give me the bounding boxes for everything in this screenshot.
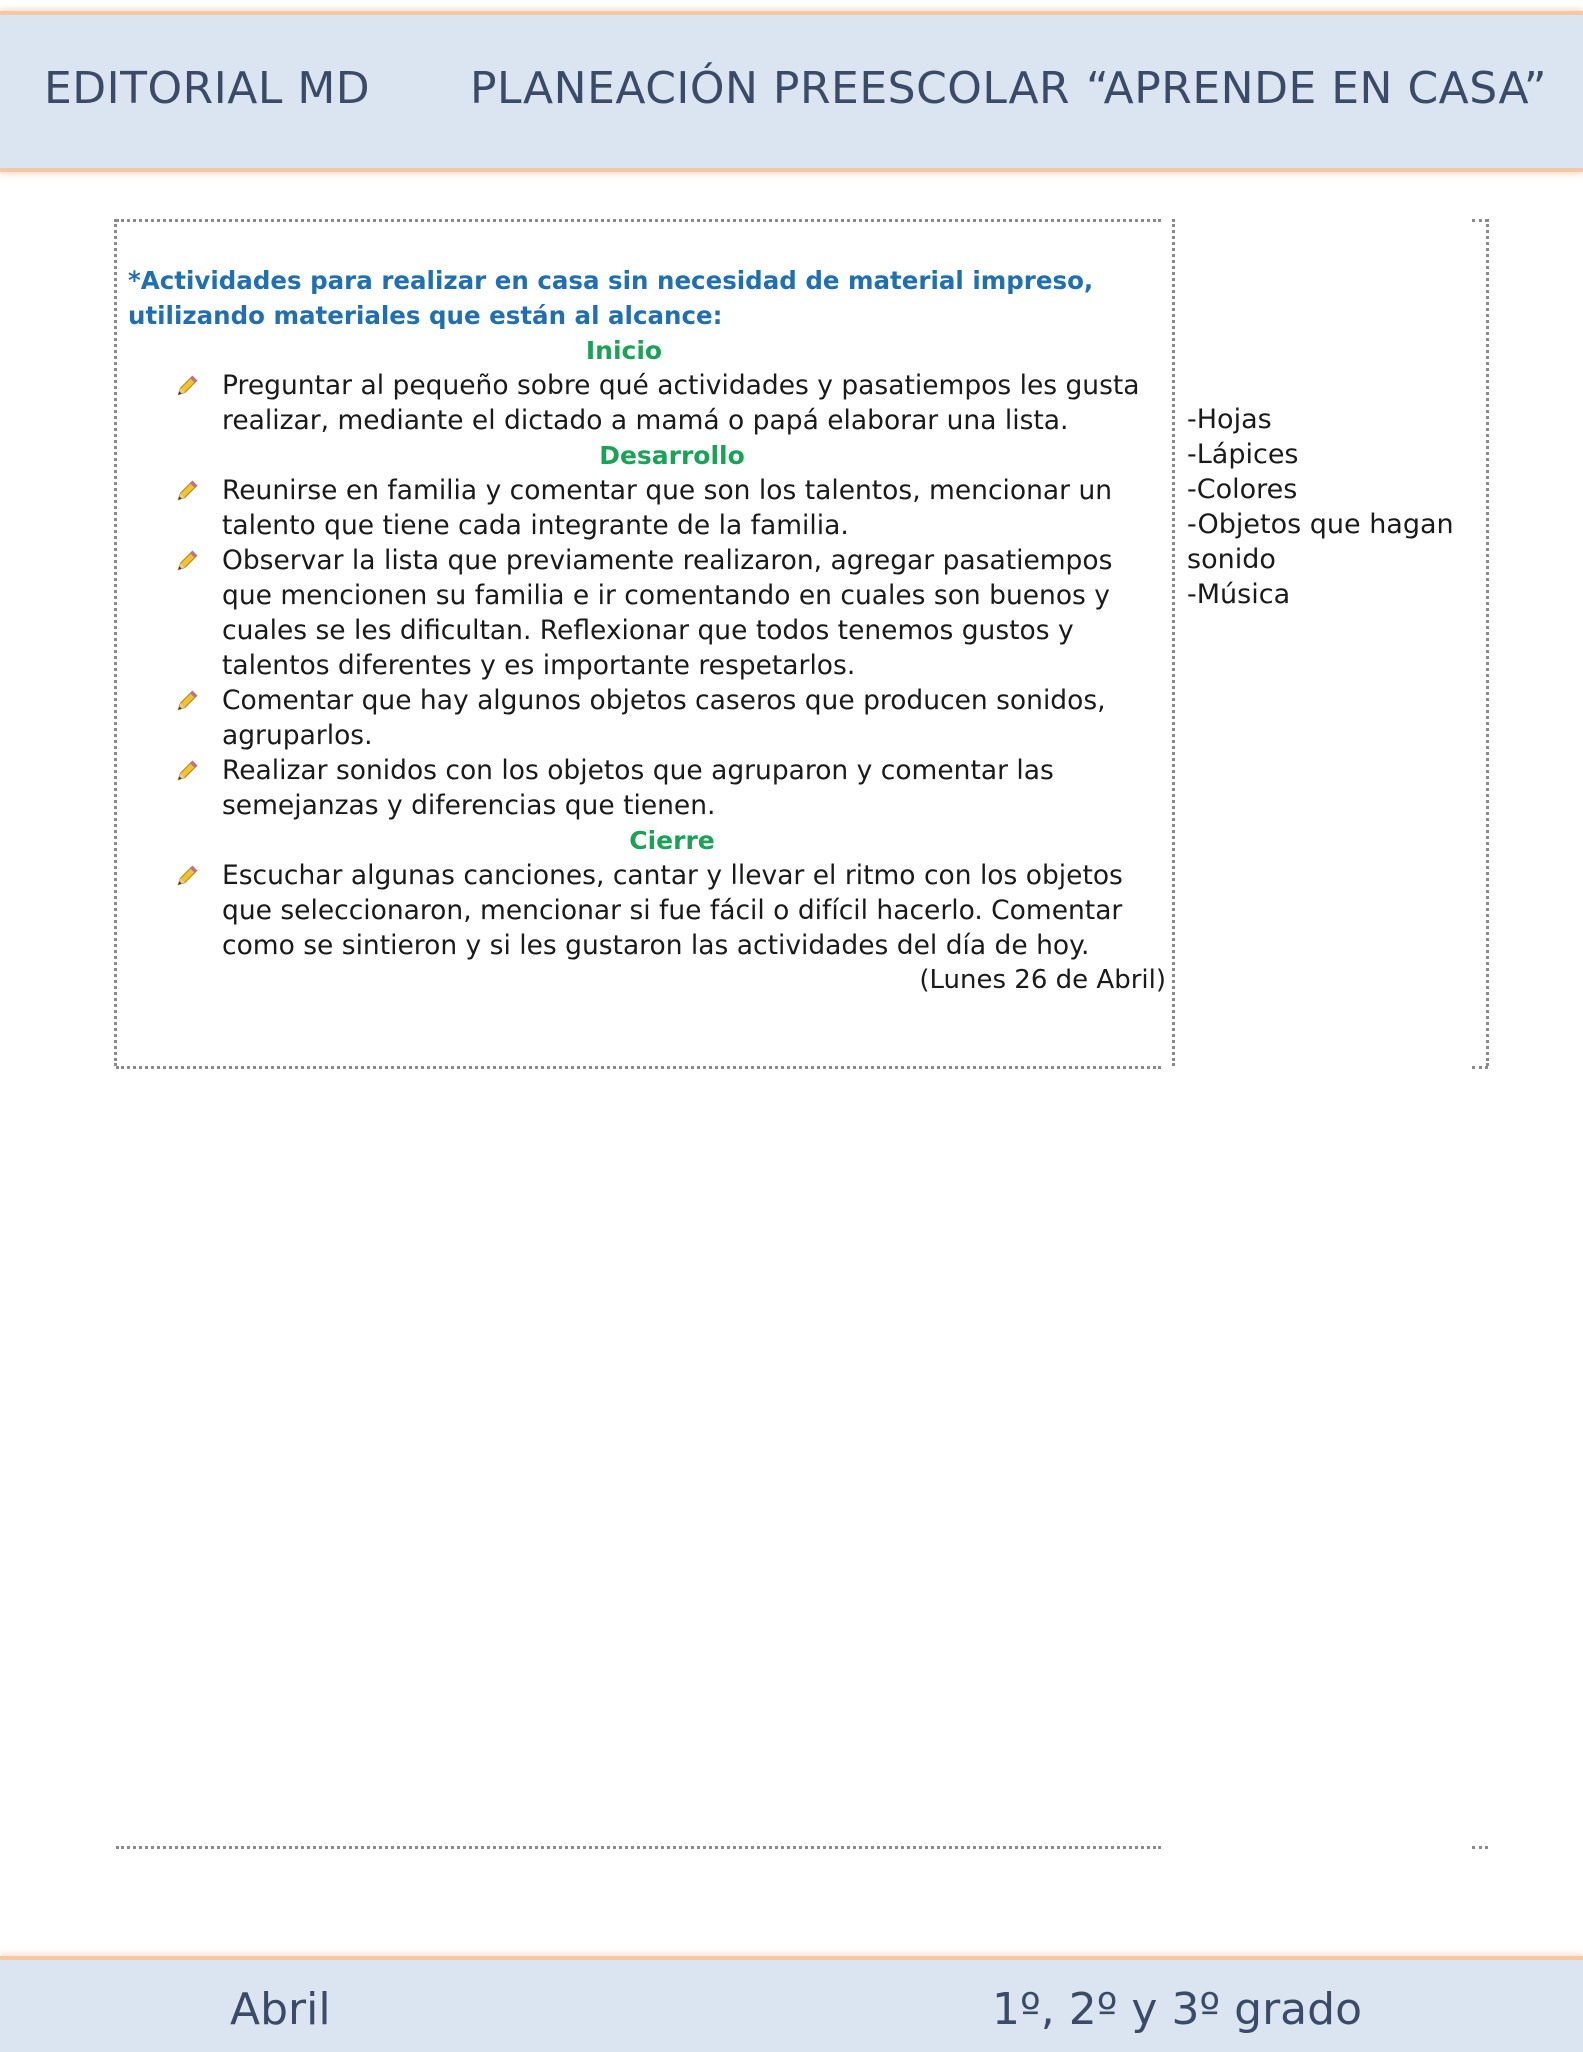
frame-left-border (114, 219, 117, 1066)
frame-bottom-right-border (1472, 1846, 1488, 1849)
cierre-list (128, 858, 1168, 963)
frame-middle-border (116, 1066, 1161, 1069)
page-footer (0, 1956, 1583, 2052)
pencil-icon (174, 863, 200, 889)
material-item: -Música (1187, 579, 1291, 610)
list-item (128, 473, 1168, 543)
list-item (128, 543, 1168, 683)
section-title-desarrollo: Desarrollo (599, 441, 745, 470)
inicio-list (128, 368, 1168, 438)
pencil-icon (174, 758, 200, 784)
section-title-inicio: Inicio (585, 336, 663, 365)
list-item-text: Escuchar algunas canciones, cantar y llevar el ritmo con los objetos que seleccionaron, mencionar si fue fácil o difícil hacerlo. Comentar como se sintieron y si les gustaron las actividades del día de hoy. (222, 860, 1123, 961)
section-title-cierre: Cierre (629, 826, 715, 855)
list-item (128, 683, 1168, 753)
activities-cell (128, 263, 1168, 998)
pencil-icon (174, 373, 200, 399)
page-header (0, 11, 1583, 172)
material-item: -Colores (1187, 474, 1298, 505)
pencil-icon (174, 548, 200, 574)
activity-date: (Lunes 26 de Abril) (919, 965, 1166, 995)
material-item: -Hojas (1187, 404, 1272, 435)
header-subtitle: “APRENDE EN CASA” (1086, 63, 1547, 114)
list-item-text: Comentar que hay algunos objetos caseros que producen sonidos, agruparlos. (222, 685, 1106, 751)
list-item-text: Observar la lista que previamente realizaron, agregar pasatiempos que mencionen su familia e ir comentando en cuales son buenos y cuales se les dificultan. Reflexionar que todos tenemos gustos y talentos diferentes y es importante respetarlos. (222, 545, 1113, 681)
list-item (128, 368, 1168, 438)
material-item: -Lápices (1187, 439, 1299, 470)
pencil-icon (174, 478, 200, 504)
activities-intro: *Actividades para realizar en casa sin necesidad de material impreso, utilizando materiales que están al alcance: (128, 266, 1094, 330)
header-title: PLANEACIÓN PREESCOLAR (470, 63, 1071, 114)
frame-column-divider (1172, 219, 1175, 1066)
list-item-text: Realizar sonidos con los objetos que agruparon y comentar las semejanzas y diferencias que tienen. (222, 755, 1054, 821)
frame-top-border (116, 219, 1161, 222)
materials-cell (1187, 402, 1487, 612)
list-item (128, 753, 1168, 823)
desarrollo-list (128, 473, 1168, 823)
footer-month: Abril (230, 1984, 331, 2035)
frame-right-border (1486, 219, 1489, 1066)
materials-list (1187, 402, 1487, 612)
header-publisher: EDITORIAL MD (44, 63, 371, 114)
list-item-text: Preguntar al pequeño sobre qué actividades y pasatiempos les gusta realizar, mediante el dictado a mamá o papá elaborar una lista. (222, 370, 1140, 436)
frame-bottom-border (116, 1846, 1161, 1849)
material-item: -Objetos que hagan sonido (1187, 509, 1454, 575)
frame-middle-right-border (1472, 1066, 1488, 1069)
pencil-icon (174, 688, 200, 714)
list-item (128, 858, 1168, 963)
list-item-text: Reunirse en familia y comentar que son los talentos, mencionar un talento que tiene cada integrante de la familia. (222, 475, 1113, 541)
footer-grade: 1º, 2º y 3º grado (992, 1984, 1362, 2035)
